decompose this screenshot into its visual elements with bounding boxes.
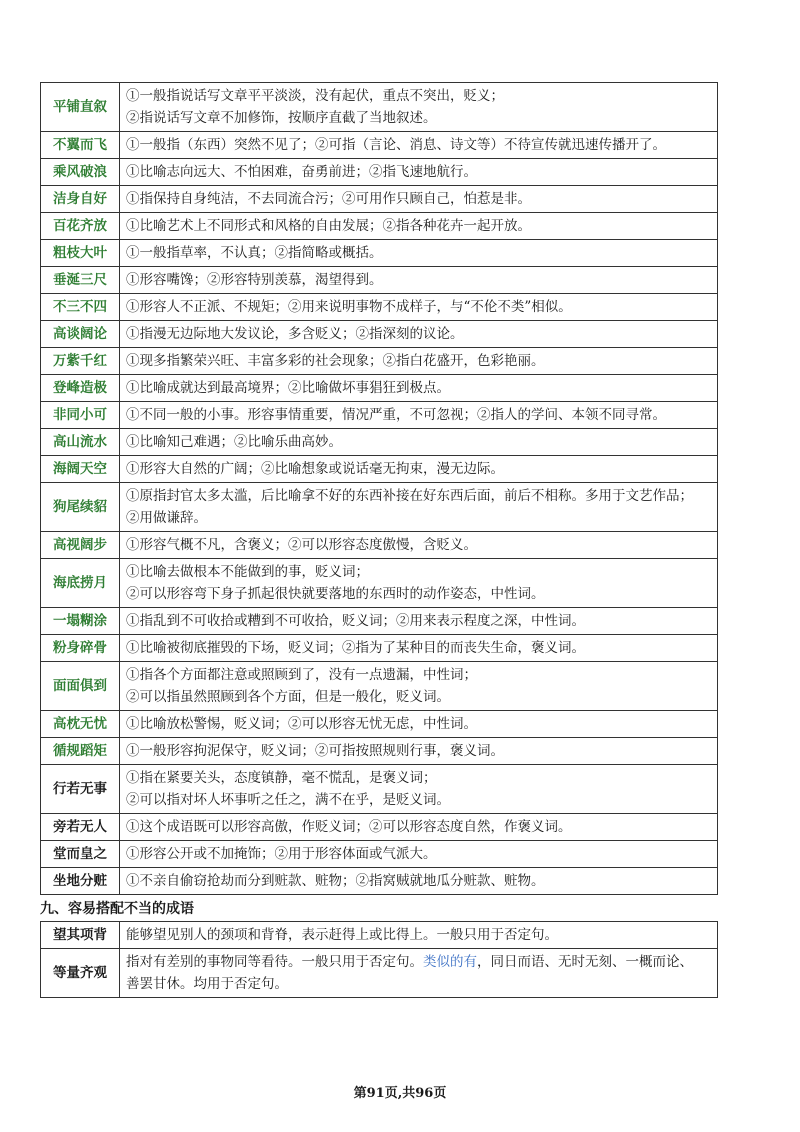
idiom-term: 高山流水 — [41, 429, 120, 456]
description-line: ①指乱到不可收拾或糟到不可收拾，贬义词；②用来表示程度之深，中性词。 — [126, 613, 585, 629]
idiom-description — [120, 240, 718, 267]
description-text: ，同日而语、无时无刻、一概而论、 — [477, 954, 693, 970]
description-line: 能够望见别人的颈项和背脊，表示赶得上或比得上。一般只用于否定句。 — [126, 927, 558, 943]
idiom-description — [120, 608, 718, 635]
description-text: 指对有差别的事物同等看待。一般只用于否定句。 — [126, 954, 423, 970]
idiom-term: 高视阔步 — [41, 532, 120, 559]
description-line: ①指保持自身纯洁，不去同流合污；②可用作只顾自己，怕惹是非。 — [126, 191, 531, 207]
description-line: ①比喻成就达到最高境界；②比喻做坏事猖狂到极点。 — [126, 380, 450, 396]
idiom-term: 循规蹈矩 — [41, 738, 120, 765]
idiom-term: 高枕无忧 — [41, 711, 120, 738]
description-line: ①形容嘴馋；②形容特别羡慕，渴望得到。 — [126, 272, 383, 288]
description-line: ②可以指虽然照顾到各个方面，但是一般化，贬义词。 — [126, 689, 450, 705]
idiom-term: 平铺直叙 — [41, 83, 120, 132]
description-line — [126, 951, 711, 973]
table-row — [41, 321, 718, 348]
idiom-description — [120, 532, 718, 559]
idiom-term: 百花齐放 — [41, 213, 120, 240]
description-line: ①比喻被彻底摧毁的下场，贬义词；②指为了某种目的而丧失生命，褒义词。 — [126, 640, 585, 656]
idiom-description — [120, 429, 718, 456]
idiom-description — [120, 83, 718, 132]
table-row — [41, 83, 718, 132]
idiom-description — [120, 213, 718, 240]
table-row — [41, 662, 718, 711]
table-row — [41, 375, 718, 402]
table-row — [41, 402, 718, 429]
description-line: ①一般指草率，不认真；②指简略或概括。 — [126, 245, 383, 261]
idiom-description — [120, 814, 718, 841]
idiom-description — [120, 559, 718, 608]
description-line: ①比喻志向远大、不怕困难，奋勇前进；②指飞速地航行。 — [126, 164, 477, 180]
idiom-description — [120, 738, 718, 765]
idiom-term: 一塌糊涂 — [41, 608, 120, 635]
description-line: ②可以指对坏人坏事听之任之，满不在乎，是贬义词。 — [126, 792, 450, 808]
idiom-term: 不翼而飞 — [41, 132, 120, 159]
description-line: ②指说话写文章不加修饰，按顺序直截了当地叙述。 — [126, 110, 437, 126]
idiom-description — [120, 868, 718, 895]
description-line: ①一般指（东西）突然不见了；②可指（言论、消息、诗文等）不待宣传就迅速传播开了。 — [126, 137, 666, 153]
table-row — [41, 213, 718, 240]
table-row — [41, 868, 718, 895]
idiom-description — [120, 456, 718, 483]
table-row — [41, 132, 718, 159]
table-row — [41, 635, 718, 662]
table-row — [41, 456, 718, 483]
idiom-term: 狗尾续貂 — [41, 483, 120, 532]
table-row — [41, 483, 718, 532]
idiom-table-body — [41, 83, 718, 895]
idiom-description — [120, 402, 718, 429]
idiom-description — [120, 922, 718, 949]
table-row — [41, 814, 718, 841]
idiom-term: 非同小可 — [41, 402, 120, 429]
idiom-term: 洁身自好 — [41, 186, 120, 213]
idiom-description — [120, 841, 718, 868]
idiom-term: 坐地分赃 — [41, 868, 120, 895]
idiom-term: 行若无事 — [41, 765, 120, 814]
table-row — [41, 267, 718, 294]
idiom-term: 粗枝大叶 — [41, 240, 120, 267]
table-row — [41, 711, 718, 738]
table-row — [41, 159, 718, 186]
description-line: ①不亲自偷窃抢劫而分到赃款、赃物；②指窝贼就地瓜分赃款、赃物。 — [126, 873, 545, 889]
table-row — [41, 608, 718, 635]
description-line: ①不同一般的小事。形容事情重要，情况严重，不可忽视；②指人的学问、本领不同寻常。 — [126, 407, 666, 423]
page-content — [40, 82, 718, 998]
description-line: ①形容气概不凡，含褒义；②可以形容态度傲慢，含贬义。 — [126, 537, 477, 553]
description-line: ①形容人不正派、不规矩；②用来说明事物不成样子，与“不伦不类”相似。 — [126, 299, 572, 315]
idiom-table — [40, 82, 718, 895]
idiom-description — [120, 662, 718, 711]
idiom-term: 高谈阔论 — [41, 321, 120, 348]
description-line: ①比喻知己难遇；②比喻乐曲高妙。 — [126, 434, 342, 450]
highlighted-text: 类似的有 — [423, 954, 477, 970]
table-row — [41, 765, 718, 814]
idiom-description — [120, 711, 718, 738]
idiom-description — [120, 186, 718, 213]
idiom-description — [120, 294, 718, 321]
table-row — [41, 186, 718, 213]
description-line: ①比喻艺术上不同形式和风格的自由发展；②指各种花卉一起开放。 — [126, 218, 531, 234]
idiom-description — [120, 159, 718, 186]
table-row — [41, 922, 718, 949]
description-line: ①一般形容拘泥保守，贬义词；②可指按照规则行事，褒义词。 — [126, 743, 504, 759]
idiom-term: 等量齐观 — [41, 949, 120, 998]
idiom-term: 海底捞月 — [41, 559, 120, 608]
description-line: ①形容大自然的广阔；②比喻想象或说话毫无拘束，漫无边际。 — [126, 461, 504, 477]
idiom-term: 粉身碎骨 — [41, 635, 120, 662]
description-line: ①一般指说话写文章平平淡淡，没有起伏，重点不突出，贬义； — [126, 88, 504, 104]
idiom-description — [120, 267, 718, 294]
idiom-term: 旁若无人 — [41, 814, 120, 841]
table-row — [41, 559, 718, 608]
section9-table — [40, 921, 718, 998]
description-line: ①比喻放松警惕，贬义词；②可以形容无忧无虑，中性词。 — [126, 716, 477, 732]
idiom-term: 登峰造极 — [41, 375, 120, 402]
page-number: 第91页,共96页 — [353, 1086, 447, 1101]
idiom-term: 乘风破浪 — [41, 159, 120, 186]
table-row — [41, 841, 718, 868]
table-row — [41, 532, 718, 559]
idiom-term: 望其项背 — [41, 922, 120, 949]
table-row — [41, 429, 718, 456]
idiom-description — [120, 375, 718, 402]
table-row — [41, 738, 718, 765]
description-line: ①指各个方面都注意或照顾到了，没有一点遗漏，中性词； — [126, 667, 477, 683]
description-line: ①比喻去做根本不能做到的事，贬义词； — [126, 564, 369, 580]
idiom-description — [120, 635, 718, 662]
description-line: ②用做谦辞。 — [126, 510, 207, 526]
table-row — [41, 294, 718, 321]
table-row — [41, 949, 718, 998]
description-line: ①这个成语既可以形容高傲，作贬义词；②可以形容态度自然，作褒义词。 — [126, 819, 572, 835]
table-row — [41, 240, 718, 267]
idiom-term: 面面俱到 — [41, 662, 120, 711]
idiom-term: 海阔天空 — [41, 456, 120, 483]
table-row — [41, 348, 718, 375]
idiom-description — [120, 949, 718, 998]
description-line: ①指漫无边际地大发议论，多含贬义；②指深刻的议论。 — [126, 326, 464, 342]
description-line: 善罢甘休。均用于否定句。 — [126, 976, 288, 992]
description-line: ①原指封官太多太滥，后比喻拿不好的东西补接在好东西后面，前后不相称。多用于文艺作品； — [126, 488, 693, 504]
idiom-description — [120, 348, 718, 375]
idiom-term: 不三不四 — [41, 294, 120, 321]
section-title: 九、容易搭配不当的成语 — [40, 901, 194, 917]
idiom-description — [120, 765, 718, 814]
idiom-description — [120, 132, 718, 159]
idiom-description — [120, 321, 718, 348]
description-line: ①形容公开或不加掩饰；②用于形容体面或气派大。 — [126, 846, 437, 862]
idiom-term: 万紫千红 — [41, 348, 120, 375]
idiom-term: 堂而皇之 — [41, 841, 120, 868]
description-line: ②可以形容弯下身子抓起很快就要落地的东西时的动作姿态，中性词。 — [126, 586, 545, 602]
description-line: ①现多指繁荣兴旺、丰富多彩的社会现象；②指白花盛开，色彩艳丽。 — [126, 353, 545, 369]
idiom-term: 垂涎三尺 — [41, 267, 120, 294]
description-line: ①指在紧要关头，态度镇静，毫不慌乱，是褒义词； — [126, 770, 437, 786]
idiom-description — [120, 483, 718, 532]
